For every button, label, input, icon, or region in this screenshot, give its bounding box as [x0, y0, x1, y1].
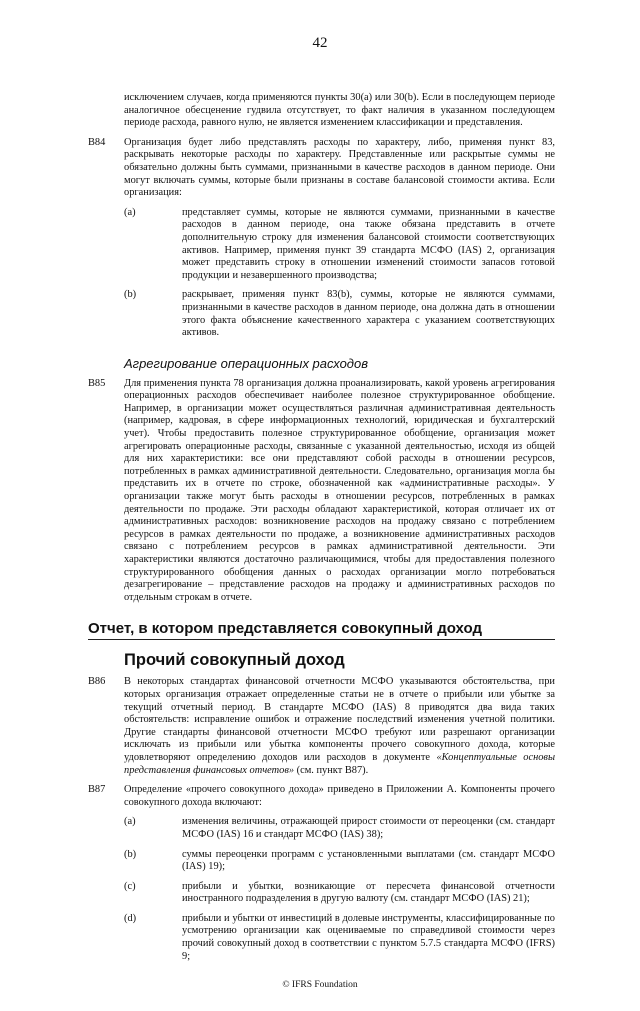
subsection-heading: Прочий совокупный доход — [124, 651, 345, 670]
paragraph-b87 — [88, 784, 555, 963]
item-label: (a) — [124, 816, 136, 828]
paragraph-label: B84 — [88, 136, 106, 148]
item-text: раскрывает, применяя пункт 83(b), суммы, которые не являются суммами, признанными в качестве расходов в данном периоде, она должна дать в отношении этого факта объяснение качественного характера с указанием соответствующих активов. — [182, 289, 555, 339]
list-item — [124, 881, 555, 906]
paragraph-body: В некоторых стандартах финансовой отчетности МСФО указываются обстоятельства, при которых организация отражает определенные статьи не в отчете о прибыли или убытке за текущий отчетный период. В стандарте МСФО (IAS) 8 приводятся два вида таких обстоятельств: исправление ошибок и отражение последствий изменения учетной политики. Другие стандарты финансовой отчетности МСФО требуют или разрешают организации исключать из прибыли или убытка компоненты прочего совокупного дохода, которые удовлетворяют определению доходов или расходов в документе — [124, 676, 555, 763]
item-label: (a) — [124, 206, 136, 218]
paragraph-b84 — [88, 137, 555, 340]
subheading-aggregation: Агрегирование операционных расходов — [124, 355, 369, 371]
paragraph-label: B86 — [88, 676, 106, 688]
paragraph-b85 — [88, 378, 555, 605]
paragraph-text: Определение «прочего совокупного дохода» приведено в Приложении А. Компоненты прочего совокупного дохода включают: — [124, 784, 555, 808]
page-number: 42 — [312, 35, 328, 51]
item-text: прибыли и убытки, возникающие от пересчета финансовой отчетности иностранного подразделения в другую валюту (см. стандарт МСФО (IAS) 21); — [182, 880, 555, 905]
item-label: (b) — [124, 848, 137, 860]
item-label: (d) — [124, 912, 137, 924]
page-spacer — [88, 963, 555, 979]
list-item — [124, 816, 555, 841]
item-text: суммы переоценки программ с установленными выплатами (см. стандарт МСФО (IAS) 19); — [182, 848, 555, 873]
footer-copyright: © IFRS Foundation — [282, 980, 358, 991]
list-item — [124, 289, 555, 339]
list-item — [124, 913, 555, 963]
section-heading: Отчет, в котором представляется совокупный доход — [88, 620, 555, 640]
paragraph-label: B87 — [88, 784, 106, 796]
paragraph-text: Для применения пункта 78 организация должна проанализировать, какой уровень агрегирования операционных расходов обеспечивает наиболее полезное структурированное обобщение. Например, в организации может осуществляться различная административная деятельность (например, кадровая, в сфере информационных технологий, юридическая и бухгалтерский учет). Чтобы предоставить полезное структурированное обобщение, организация может агрегировать операционные расходы, связанные с указанной деятельностью, исходя из общей для них характеристики: все они представляют собой расходы в отношении ресурсов, потребленных в рамках административной деятельности. Следовательно, организация могла бы представить их в отчете по строке, обозначенной как «административные расходы». У организации также могут быть расходы в отношении ресурсов, потребленных в рамках деятельности по продаже. Эти расходы обладают характеристикой, которая отличает их от административных расходов: возникновение расходов на продажу связано с потреблением ресурсов в рамках деятельности по продаже, а возникновение административных расходов связано с потреблением ресурсов в рамках административной деятельности. Эти характеристики являются достаточно различающимися, чтобы для предоставления полезного структурированного обобщения данных о расходах организации могло потребоваться дезагрегирование – представление расходов на продажу и административных расходов по отдельным строкам в отчете. — [124, 377, 555, 603]
list-item — [124, 849, 555, 874]
item-label: (b) — [124, 289, 137, 301]
item-text: прибыли и убытки от инвестиций в долевые инструменты, классифицированные по усмотрению организации как оцениваемые по справедливой стоимости через прочий совокупный доход в соответствии с пунктом 5.7.5 стандарта МСФО (IFRS) 9; — [182, 912, 555, 962]
item-text: изменения величины, отражающей прирост стоимости от переоценки (см. стандарт МСФО (IAS) 16 и стандарт МСФО (IAS) 38); — [182, 816, 555, 840]
item-text: представляет суммы, которые не являются суммами, признанными в качестве расходов в данном периоде, она также обязана представить в отчете дополнительную строку для изменения балансовой стоимости соответствующих активов. Например, применяя пункт 39 стандарта МСФО (IAS) 2, организация может представить строку в отношении изменений стоимости запасов готовой продукции и незавершенного производства; — [182, 206, 555, 281]
paragraph-label: B85 — [88, 377, 106, 389]
intro-continuation: исключением случаев, когда применяются пункты 30(a) или 30(b). Если в последующем периоде аналогичное обесценение гудвила отсутствует, то факт наличия в указанном последующем периоде расхода, равного нулю, не является изменением классификации и представления. — [124, 92, 555, 129]
paragraph-text — [124, 676, 555, 777]
document-reference: «Концептуальные основы представления финансовых отчетов» — [124, 751, 555, 776]
item-label: (c) — [124, 880, 136, 892]
list-item — [124, 207, 555, 283]
paragraph-tail: (см. пункт B87). — [294, 764, 369, 776]
paragraph-b86 — [88, 676, 555, 777]
paragraph-text: Организация будет либо представлять расходы по характеру, либо, применяя пункт 83, раскрывать некоторые расходы по характеру. Представленные или раскрытые суммы не обязательно должны быть суммами, признанными в качестве расходов в данном периоде. Они могут включать суммы, которые были признаны в составе балансовой стоимости актива. Если организация: — [124, 136, 555, 199]
